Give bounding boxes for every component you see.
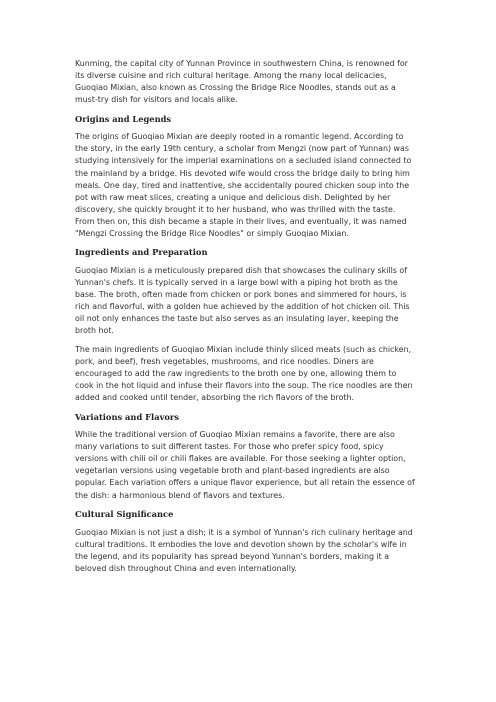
- section-paragraph: The origins of Guoqiao Mixian are deeply rooted in a romantic legend. According to the story, in the early 19th century, a scholar from Mengzi (now part of Yunnan) was studying intensively for the imperial examinations on a secluded island connected to the mainland by a bridge. His devoted wife would cross the bridge daily to bring him meals. One day, tired and inattentive, she accidentally poured chicken soup into the pot with raw meat slices, creating a unique and delicious dish. Delighted by her discovery, she quickly brought it to her husband, who was thrilled with the taste. From then on, this dish became a staple in their lives, and eventually, it was named "Mengzi Crossing the Bridge Rice Noodles" or simply Guoqiao Mixian.: [75, 132, 412, 238]
- section-heading-variations: Variations and Flavors: [75, 411, 179, 422]
- section-paragraph: While the traditional version of Guoqiao Mixian remains a favorite, there are also many variations to suit different tastes. For those who prefer spicy food, spicy versions with chili oil or chili flakes are available. For those seeking a lighter option, vegetarian versions using vegetable broth and plant-based ingredients are also popular. Each variation offers a unique flavor experience, but all retain the essence of the dish: a harmonious blend of flavors and textures.: [75, 430, 415, 500]
- document-body: [75, 58, 426, 582]
- section-heading-ingredients: Ingredients and Preparation: [75, 247, 208, 258]
- section-heading-cultural: Cultural Significance: [75, 509, 174, 520]
- intro-paragraph: Kunming, the capital city of Yunnan Province in southwestern China, is renowned for its diverse cuisine and rich cultural heritage. Among the many local delicacies, Guoqiao Mixian, also known as Crossing the Bridge Rice Noodles, stands out as a must-try dish for visitors and locals alike.: [75, 59, 408, 105]
- section-paragraph: Guoqiao Mixian is not just a dish; it is a symbol of Yunnan's rich culinary heritage and cultural traditions. It embodies the love and devotion shown by the scholar's wife in the legend, and its popularity has spread beyond Yunnan's borders, making it a beloved dish throughout China and even internationally.: [75, 527, 413, 573]
- section-paragraph: The main ingredients of Guoqiao Mixian include thinly sliced meats (such as chicken, pork, and beef), fresh vegetables, mushrooms, and rice noodles. Diners are encouraged to add the raw ingredients to the broth one by one, allowing them to cook in the hot liquid and infuse their flavors into the soup. The rice noodles are then added and cooked until tender, absorbing the rich flavors of the broth.: [75, 344, 413, 403]
- section-paragraph: Guoqiao Mixian is a meticulously prepared dish that showcases the culinary skills of Yunnan's chefs. It is typically served in a large bowl with a piping hot broth as the base. The broth, often made from chicken or pork bones and simmered for hours, is rich and flavorful, with a golden hue achieved by the addition of hot chicken oil. This oil not only enhances the taste but also serves as an insulating layer, keeping the broth hot.: [75, 265, 410, 336]
- section-heading-origins: Origins and Legends: [75, 113, 172, 124]
